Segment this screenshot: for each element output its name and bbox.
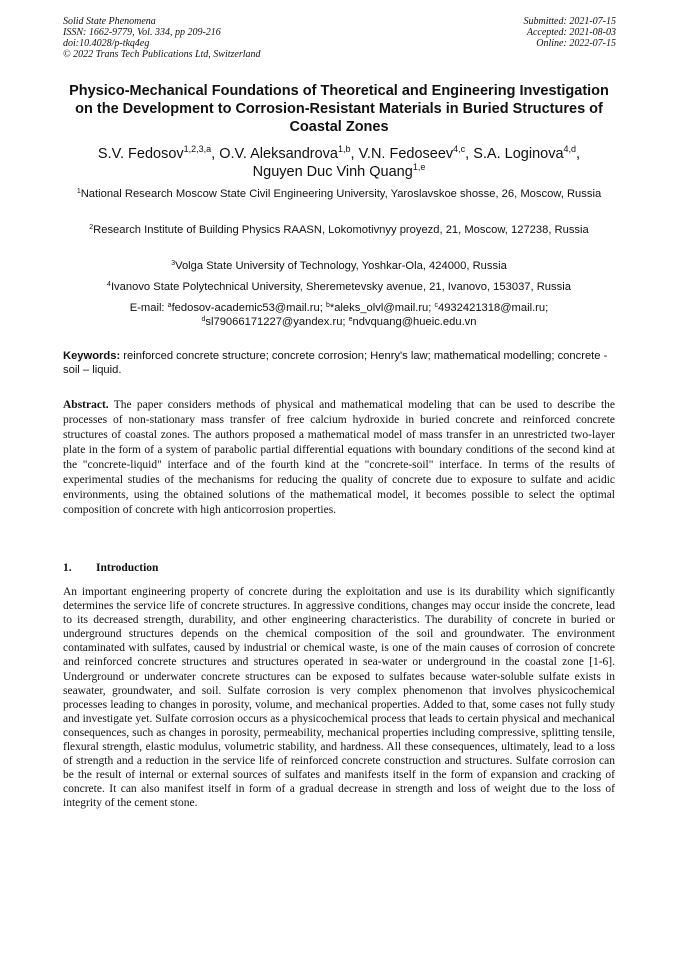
affiliation: $^3$Volga State University of Technology, Yoshkar-Ola, 424000, Russia (171, 260, 507, 272)
issn-line: ISSN: 1662-9779, Vol. 334, pp 209-216 (63, 27, 221, 38)
author: S.A. Loginova$^{4,d}$, (473, 144, 581, 162)
section-number: 1. (63, 562, 72, 574)
copyright-line: © 2022 Trans Tech Publications Ltd, Switzerland (63, 49, 261, 60)
submitted-date: Submitted: 2021-07-15 (523, 16, 616, 27)
accepted-date: Accepted: 2021-08-03 (526, 27, 616, 38)
email-link[interactable]: ndvquang@hueic.edu.vn (352, 316, 477, 328)
abstract-label: Abstract. (63, 399, 109, 411)
email-list: E-mail: $^a$fedosov-academic53@mail.ru; $^b$*aleks_olvl@mail.ru; $^c$4932421318@mail.ru; $^d$sl79066171227@yandex.ru; $^e$ndvquang@hueic.edu.vn (129, 302, 549, 328)
keywords-text: reinforced concrete structure; concrete corrosion; Henry's law; mathematical modelling; concrete - soil – liquid. (63, 350, 608, 376)
keywords (63, 349, 615, 377)
author-list (50, 145, 628, 181)
journal-name: Solid State Phenomena (63, 16, 156, 27)
journal-header-left (63, 16, 261, 60)
online-date: Online: 2022-07-15 (536, 38, 616, 49)
email-link[interactable]: 4932421318@mail.ru (437, 302, 546, 314)
abstract-text: The paper considers methods of physical and mathematical modeling that can be used to describe the processes of non-stationary mass transfer of free calcium hydroxide in buried concrete and reinforced concrete structures of coastal zones. The authors proposed a mathematical model of mass transfer in an unrestricted two-layer plate in the form of a system of parabolic partial differential equations with boundary conditions of the second kind at the "concrete-liquid" interface and of the fourth kind at the "concrete-soil" interface. In terms of the results of experimental studies of the mechanisms for reducing the quality of concrete due to exposure to sulfate and acidic environments, using the obtained solutions of the mathematical model, it becomes possible to select the optimal composition of concrete with high anticorrosion properties. (63, 399, 615, 516)
doi-line: doi:10.4028/p-tkq4eg (63, 38, 150, 49)
author: O.V. Aleksandrova$^{1,b}$, (219, 144, 359, 162)
email-link[interactable]: fedosov-academic53@mail.ru (171, 302, 320, 314)
paper-title: Physico-Mechanical Foundations of Theoretical and Engineering Investigation on the Development to Corrosion-Resistant Materials in Buried Structures of Coastal Zones (69, 83, 609, 135)
affiliation: $^2$Research Institute of Building Physics RAASN, Lokomotivnyy proyezd, 21, Moscow, 127238, Russia (89, 224, 589, 236)
journal-header-right (524, 16, 617, 49)
keywords-label: Keywords: (63, 350, 121, 362)
email-link[interactable]: sl79066171227@yandex.ru (205, 316, 343, 328)
body-paragraph: An important engineering property of concrete during the exploitation and use is its durability which significantly determines the service life of concrete structures. In aggressive conditions, changes may occur inside the concrete, lead to its decreased strength, durability, and other engineering characteristics. The durability of concrete in buried or underground structures depends on the chemical composition of the soil and groundwater. The environment contaminated with sulfates, caused by industrial or chemical waste, is one of the main causes of corrosion of concrete and reinforced concrete structures and structures operated in sea-water or underground in the coastal zone [1-6]. Underground or underwater concrete structures can be exposed to sulfates because water-soluble sulfate exists in seawater, groundwater, and soil. Sulfate corrosion is very complex phenomenon that involves physicochemical processes leading to changes in porosity, volume, and mechanical properties. Added to that, some cases not fully study and investigate yet. Sulfate corrosion occurs as a physicochemical process that leads to certain physical and mechanical consequences, such as changes in porosity, permeability, mechanical properties including compressive, splitting tensile, flexural strength, elastic modulus, volumetric stability, and hardness. All these consequences, ultimately, lead to a loss of strength and a reduction in the service life of reinforced concrete construction and structures. Sulfate corrosion can be the result of internal or external sources of sulfates and manifests itself in the form of expansion and cracking of concrete. It can also manifest itself in form of a gradual decrease in strength and loss of weight due to the loss of integrity of the cement stone. (63, 586, 615, 810)
author: V.N. Fedoseev$^{4,c}$, (358, 144, 474, 162)
author: Nguyen Duc Vinh Quang$^{1,e}$ (252, 162, 426, 180)
section-title: Introduction (96, 562, 159, 574)
email-link[interactable]: *aleks_olvl@mail.ru (329, 302, 429, 314)
affiliation: $^4$Ivanovo State Polytechnical University, Sheremetevsky avenue, 21, Ivanovo, 153037, Russia (107, 281, 571, 293)
affiliation: $^1$National Research Moscow State Civil Engineering University, Yaroslavskoe shosse, 26, Moscow, Russia (76, 188, 602, 200)
abstract (63, 398, 615, 518)
author: S.V. Fedosov$^{1,2,3,a}$, (97, 144, 220, 162)
section-heading (63, 562, 158, 574)
